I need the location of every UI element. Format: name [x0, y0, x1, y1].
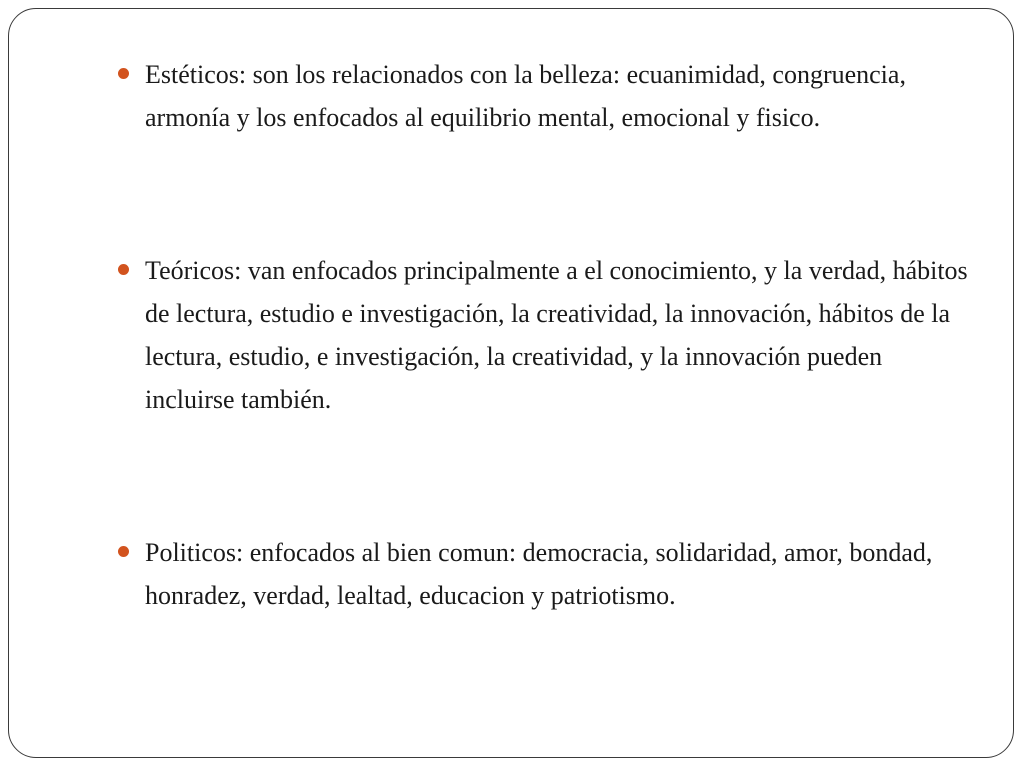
bullet-dot-icon [118, 68, 129, 79]
bullet-dot-icon [118, 546, 129, 557]
bullet-dot-icon [118, 264, 129, 275]
bullet-text: Estéticos: son los relacionados con la belleza: ecuanimidad, congruencia, armonía y los enfocados al equilibrio mental, emocional y fisico. [145, 60, 906, 132]
bullet-text: Teóricos: van enfocados principalmente a el conocimiento, y la verdad, hábitos de lectura, estudio e investigación, la creatividad, la innovación, hábitos de la lectura, estudio, e investigación, la creatividad, y la innovación pueden incluirse también. [145, 256, 968, 414]
slide-frame [8, 8, 1014, 758]
bullet-text: Politicos: enfocados al bien comun: democracia, solidaridad, amor, bondad, honradez, verdad, lealtad, educacion y patriotismo. [145, 538, 933, 610]
